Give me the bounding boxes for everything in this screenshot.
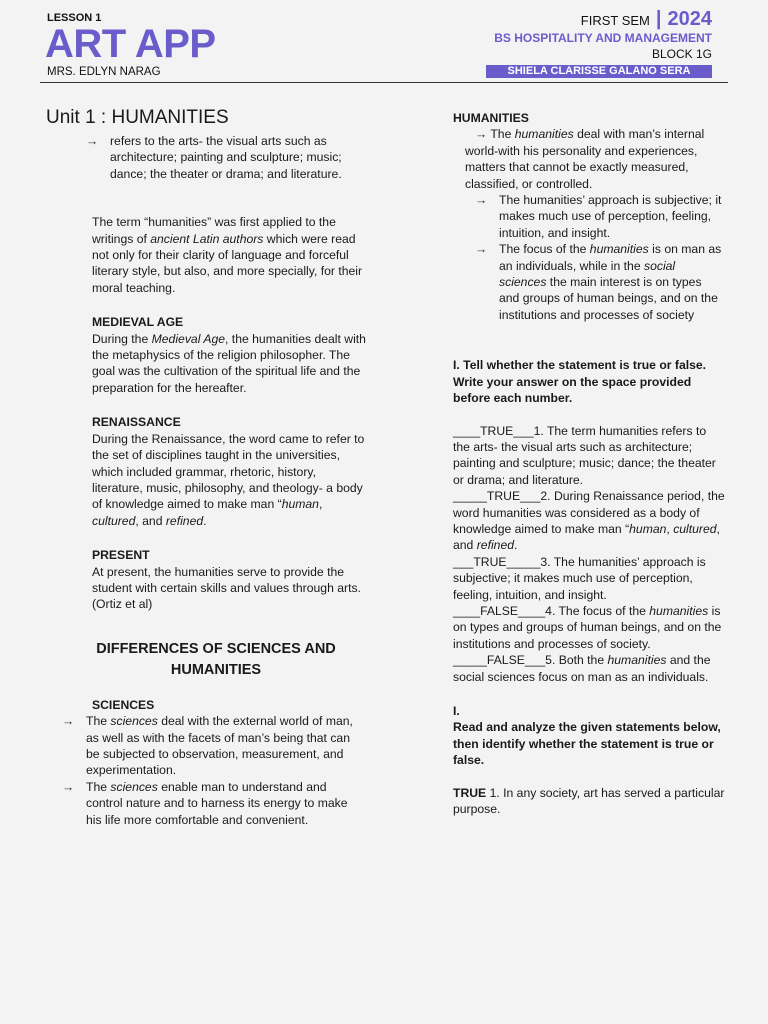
quiz-item-2 [453,488,725,554]
humanities-heading: HUMANITIES [453,111,529,125]
q2-italic-refined: refined [476,538,514,553]
q4-text: ____FALSE____4. The focus of the [453,603,650,618]
part2-number: I. [453,704,460,718]
semester-label: FIRST SEM [580,13,650,28]
arrow-icon: → [475,242,488,257]
h3-italic: humanities [589,242,649,257]
part2-item-1 [453,785,725,818]
q5-text-end: and the social sciences focus on man as an individuals. [453,653,711,684]
q2-period: . [514,538,518,553]
sci2-text: The [86,779,111,794]
q4-italic: humanities [649,603,709,618]
definition-text: refers to the arts- the visual arts such as architecture; painting and sculpture; music; dance; the theater or drama; and literature. [110,134,342,181]
year-label: 2024 [667,8,712,30]
renaissance-italic-refined: refined [165,513,204,528]
h1-italic: humanities [514,127,574,142]
h1-text: The [490,127,515,142]
sci1-text: The [86,714,111,729]
renaissance-and: , and [135,513,166,528]
sci2-italic: sciences [110,779,158,794]
teacher-name: MRS. EDLYN NARAG [47,66,161,78]
h1-text-end: deal with man’s internal world-with his personality and experiences, matters that cannot be exactly measured, classified, or controlled. [465,127,705,191]
quiz-item-1: ____TRUE___1. The term humanities refers to the arts- the visual arts such as architecture; painting and sculpture; music; dance; the theater or drama; and literature. [453,423,716,487]
sci1-italic: sciences [110,714,158,729]
q4-text-end: is on types and groups of human beings, and on the institutions and processes of society. [453,603,722,651]
differences-title: DIFFERENCES OF SCIENCES AND HUMANITIES [96,640,336,678]
part2-answer: TRUE [453,785,487,800]
h3-text: The focus of the [499,242,590,257]
quiz-instructions: I. Tell whether the statement is true or false. Write your answer on the space provided before each number. [453,358,707,406]
sciences-item-2 [46,779,358,828]
q2-italic-cultured: cultured [673,521,717,536]
sciences-item-1 [46,713,358,779]
q2-comma: , [666,521,674,536]
arrow-icon: → [86,134,99,148]
h3-italic-social: social sciences [499,258,676,290]
course-label: BS HOSPITALITY AND MANAGEMENT [494,31,712,45]
present-heading: PRESENT [92,548,150,563]
arrow-icon: → [475,127,488,142]
header-rule [40,82,728,83]
left-column [46,106,366,828]
right-column [453,110,725,817]
q2-text: _____TRUE___2. During Renaissance period, the word humanities was considered as a body of knowledge aimed to make man “ [453,489,725,536]
h2-text: The humanities’ approach is subjective; it makes much use of perception, feeling, intuition, and insight. [499,193,722,240]
renaissance-text: During the Renaissance, the word came to refer to the set of disciplines taught in the universities, which included grammar, rhetoric, history, literature, music, philosophy, and theology- a body of knowledge aimed to make man “ [92,431,365,512]
humanities-item-2 [453,192,725,241]
arrow-icon: → [475,193,488,208]
lesson-label: LESSON 1 [47,12,102,24]
quiz-item-4 [453,603,725,652]
medieval-italic: Medieval Age [151,331,226,346]
quiz-item-3: ___TRUE_____3. The humanities’ approach is subjective; it makes much use of perception, feeling, intuition, and insight. [453,554,706,602]
h3-text-mid: is on man as an individuals, while in the [499,242,722,273]
humanities-item-1 [453,126,725,192]
renaissance-italic-human: human [281,497,319,512]
intro-text: The term “humanities” was first applied to the writings of [92,215,336,246]
student-name-banner: SHIELA CLARISSE GALANO SERA [486,65,712,78]
intro-paragraph [46,214,366,296]
present-body: At present, the humanities serve to provide the student with certain skills and values through arts. (Ortiz et al) [92,564,361,612]
renaissance-italic-cultured: cultured [92,513,136,528]
part2-statement: 1. In any society, art has served a particular purpose. [453,785,725,817]
sciences-heading: SCIENCES [92,697,155,712]
medieval-text-end: , the humanities dealt with the metaphysics of the religion philosopher. The goal was the cultivation of the spiritual life and the preparation for the hereafter. [92,331,366,395]
renaissance-comma: , [318,497,323,512]
renaissance-body [46,431,366,529]
arrow-icon: → [62,779,75,794]
intro-italic: ancient Latin authors [150,231,264,246]
sci1-text-end: deal with the external world of man, as well as with the facets of man’s being that can be subjected to observation, measurement, and experimentation. [86,714,353,778]
humanities-item-3 [453,241,725,323]
part2-instructions: Read and analyze the given statements below, then identify whether the statement is true or false. [453,720,721,768]
renaissance-period: . [203,513,207,528]
h3-text-end: the main interest is on types and groups of human beings, and on the institutions and processes of society [499,275,718,322]
sci2-text-end: enable man to understand and control nature and to harness its energy to make his life more comfortable and convenient. [86,779,348,827]
intro-text-end: which were read not only for their clarity of language and forceful literary style, but also, and more specially, for their moral teaching. [92,231,363,295]
q2-italic-human: human [629,521,667,536]
q5-italic: humanities [607,653,667,668]
arrow-icon: → [62,714,75,729]
unit-title: Unit 1 : HUMANITIES [46,107,229,128]
renaissance-heading: RENAISSANCE [92,415,181,430]
q5-text: _____FALSE___5. Both the [453,653,608,668]
quiz-item-5 [453,652,725,685]
header-info [486,8,712,79]
medieval-heading: MEDIEVAL AGE [92,315,184,330]
app-title: ART APP [45,22,216,66]
header-divider: | [655,8,662,30]
q2-and: , and [453,521,720,553]
definition-item [46,133,366,182]
medieval-body [46,331,366,397]
medieval-text: During the [92,331,152,346]
block-label: BLOCK 1G [651,47,712,61]
